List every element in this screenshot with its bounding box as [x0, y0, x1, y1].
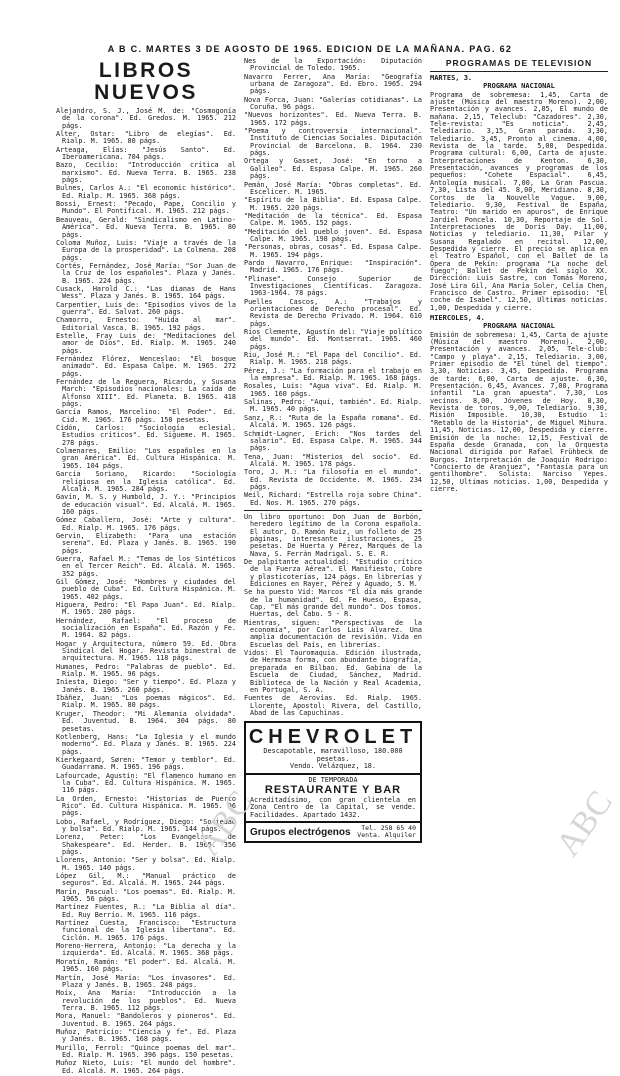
book-entry: Tena, Juan: "Misterios del socio". Ed. Alcalá. M. 1965. 178 págs.: [244, 452, 422, 468]
book-entry: Pardo Navarro, Enrique: "Inspiración". Madrid. 1965. 176 págs.: [244, 258, 422, 275]
book-entry: Bulnes, Carlos A.: "El economic histórico". Ed. Rialp. M. 1965. 368 págs.: [56, 184, 236, 200]
generators-ad-phone: Tel. 258 65 40: [361, 824, 416, 833]
book-entry: Lafourcade, Agustín: "El flamenco humano en la Cuba". Ed. Cultura Hispánica. M. 1965. 116 págs.: [56, 771, 236, 795]
book-entry: García Ramos, Marcelino: "El Poder". Ed. Cid. M. 1965. 176 págs. 150 pesetas.: [56, 408, 236, 424]
book-entry: Marín, Pascual: "Los poemas". Ed. Rialp. M. 1965. 56 págs.: [56, 887, 236, 904]
book-entry: Toro, J. M.: "La filosofía en el mundo". Ed. Revista de Occidente. M. 1965. 234 págs.: [244, 468, 422, 491]
watermark-abc: ABC: [189, 784, 260, 863]
book-entry: Moreno-Herrera, Antonio: "La derecha y la izquierda". Ed. Alcalá. M. 1965. 368 págs.: [56, 942, 236, 958]
classified-ads: [244, 721, 422, 843]
book-entry: Martínez Fuentes, R.: "La Biblia al día". Ed. Ruy Berrío. M. 1965. 116 págs.: [56, 903, 236, 919]
page-header: A B C. MARTES 3 DE AGOSTO DE 1965. EDICION DE LA MAÑANA. PAG. 62: [107, 44, 513, 54]
restaurant-ad-prefix: DE TEMPORADA: [308, 775, 358, 784]
book-entry: "Meditación de la técnica". Ed. Espasa Calpe. M. 1965. 152 págs.: [244, 211, 422, 228]
book-entry: Beauveau, Gerald: "Sindicalismo en Latino-América". Ed. Nueva Terra. B. 1965. 80 págs.: [56, 215, 236, 239]
book-entry: Ortega y Gasset, José: "En torno a Galileo". Ed. Espasa Calpe. M. 1965. 260 págs.: [244, 157, 422, 181]
book-entry: Weil, Richard: "Estrella roja sobre China". Ed. Nos. M. 1965. 270 págs.: [244, 491, 422, 507]
books-column-2: [244, 58, 422, 843]
tv-day-tuesday: MARTES, 3.: [430, 74, 473, 82]
tv-listing-tuesday: Programa de sobremesa: 1,45, Carta de ajuste (Música del maestro Moreno). 2,00, Presentación y avances. 2,05, El mundo de mañana. 2,15, Teleclub: "Cazadores". 2,30, Tele-revista: "Es noticia". 2,45, Telediario. 3,15, Gran parada. 3,30, Telediario. 3,45, Pronto al cinema. 4,00, Revista de la tarde. 5,00, Despedida. Programa cultural: 6,00, Carta de ajuste. Interpretaciones de Kenton. 6,30, Presentación, avances y programas de los pequeños: "Cohete Espacial". 6,45, Antología musical. 7,00, La Gran Pascua. 7,30, Lista del 45. 8,00, Meridiano. 8,30, Cortos de la Nouvelle Vague. 9,00, Telediario. 9,30, Festival de España, Teatro: "Un marido en apuros", de Enrique Jardiel Poncela. 10,30, Reportaje de Sol. Interpretaciones de Doris Day. 11,00, Noticias y telediario. 11,30, Pilar y Susana Regalado en recital. 12,00, Despedida y cierre. El precio se aplica en el Teatro Español, con el Ballet de la Ópera de Pekín: programa "La noche del fuego"; Ballet de Pekín del siglo XX. Dirección: Luis Sastre, con Tomás Moreno, José Lira Gil, Ana María Soler, Celia Chen, Francisco de Castro. Primer episodio: "El coche de Isabel". 12,50, Ultimas noticias. 1,00, Despedida y cierre.: [430, 90, 608, 312]
book-entry: Gómez Caballero, José: "Arte y cultura". Ed. Rialp. M. 1965. 176 págs.: [56, 516, 236, 532]
book-entry: Murillo, Ferrol: "Quince poemas del mar". Ed. Rialp. M. 1965. 396 págs. 150 pesetas.: [56, 1043, 236, 1059]
book-entry: Martínez Cuesta, Francisco: "Estructura funcional de la Iglesia libertana". Ed. Ciclón. M. 1965. 176 págs.: [56, 919, 236, 942]
book-entry: La Orden, Ernesto: "Historias de Puerto Rico". Ed. Cultura Hispánica. M. 1965. 96 págs.: [56, 794, 236, 818]
books-column-1: [56, 58, 236, 1076]
book-notices: [244, 514, 422, 717]
book-entry: Ibáñez, Juan: "Los poemas mágicos". Ed. Rialp. M. 1965. 80 págs.: [56, 694, 236, 710]
book-entry: Kotlenberg, Hans: "La Iglesia y el mundo moderno". Ed. Plaza y Janés. B. 1965. 224 págs.: [56, 732, 236, 756]
book-entry: Muñoz Nieto, Luis: "El mundo del hombre". Ed. Alcalá. M. 1965. 264 págs.: [56, 1059, 236, 1075]
book-notice: Un libro oportuno: Don Juan de Borbón, heredero legítimo de la Corona española. El autor, D. Ramón Ruiz, un folleto de 25 páginas, interesante ilustraciones, 25 pesetas. De Huerta y Pérez, Marqués de la Nava, S. Ferrán Madrigal. S. E. R.: [244, 512, 422, 558]
tv-title: PROGRAMAS DE TELEVISION: [445, 58, 593, 68]
book-entry: Chamorro, Ernesto: "Huida al mar". Editorial Vasca. B. 1965. 192 págs.: [56, 316, 236, 332]
generators-ad-details: [357, 825, 416, 839]
book-entry: Salinas, Pedro: "Aquí, también". Ed. Rialp. M. 1965. 40 págs.: [244, 398, 422, 414]
chevrolet-ad-line-1: Descapotable, maravilloso, 180.000 pesetas.: [263, 747, 403, 763]
restaurant-ad-title: RESTAURANTE Y BAR: [264, 784, 402, 797]
book-entry: Alejandro, S. J., José M. de: "Cosmogonía de la corona". Ed. Gredos. M. 1965. 212 págs.: [56, 107, 236, 130]
generators-ad: [246, 821, 420, 841]
book-entry: Cusack, Harold C.: "Las dianas de Hans Wess". Plaza y Janés. B. 1965. 164 págs.: [56, 284, 236, 301]
book-entry: Bazo, Cecilio: "Introducción crítica al marxismo". Ed. Nueva Terra. B. 1965. 238 págs.: [56, 161, 236, 185]
book-entry: Fernández de la Reguera, Ricardo, y Susana March: "Episodios nacionales: La caída de Alfonso XIII". Ed. Planeta. B. 1965. 418 págs.: [56, 378, 236, 409]
book-entry: Kierkegaard, Søren: "Temor y temblor". Ed. Guadarrama. M. 1965. 196 págs.: [56, 755, 236, 772]
generators-ad-text: Venta. Alquiler: [357, 831, 416, 840]
book-entry: Higuera, Pedro: "El Papa Juan". Ed. Rialp. M. 1965. 280 págs.: [56, 601, 236, 617]
book-entry: "Nuevos horizontes". Ed. Nueva Terra. B. 1965. 172 págs.: [244, 111, 422, 127]
books-list-2: [244, 58, 422, 507]
book-entry: Gervin, Elizabeth: "Para una estación serena". Ed. Plaza y Janés. B. 1965. 190 págs.: [56, 531, 236, 555]
restaurant-ad-description: Acreditadísimo, con gran clientela en Zona Centro de la Capital, se vende. Facilidades. Apartado 1432.: [250, 796, 416, 819]
chevrolet-ad: [246, 723, 420, 773]
book-entry: Lobo, Rafael, y Rodríguez, Diego: "Sociedad y bolsa". Ed. Rialp. M. 1965. 144 págs.: [56, 817, 236, 833]
book-entry: Cortés, Fernández, José María: "Sor Juan de la Cruz de los españoles". Plaza y Janés. B. 1965. 224 págs.: [56, 261, 236, 285]
book-entry: Colmenares, Emilio: "Los españoles en la gran América". Ed. Cultura Hispánica. M. 1965. 104 págs.: [56, 447, 236, 470]
tv-program-tuesday: PROGRAMA NACIONAL: [483, 82, 555, 91]
book-entry: Mora, Manuel: "Bandoleros y pioneros". Ed. Juventud. B. 1965. 264 págs.: [56, 1012, 236, 1028]
book-notice: Fuentes de Aerovías. Ed. Rialp. 1965. Llorente, Apostol: Rivera, del Castillo, Abad de las Capuchinas.: [244, 694, 422, 717]
book-entry: Gavín, M. S. y Humbold, J. Y.: "Principios de educación visual". Ed. Alcalá. M. 1965. 160 págs.: [56, 493, 236, 516]
book-entry: López Gil, M.: "Manual práctico de seguros". Ed. Alcalá. M. 1965. 244 págs.: [56, 872, 236, 888]
books-title: LIBROS NUEVOS: [94, 59, 198, 104]
book-entry: Rios Clemente, Agustín del: "Viaje político del mundo". Ed. Montserrat. 1965. 460 págs.: [244, 328, 422, 351]
book-entry: Rosales, Luis: "Agua viva". Ed. Rialp. M. 1965. 160 págs.: [244, 382, 422, 398]
watermark-abc: ABC: [549, 784, 620, 863]
book-entry: Fernández Flórez, Wenceslao: "El bosque animado". Ed. Espasa Calpe. M. 1965. 272 págs.: [56, 355, 236, 378]
book-entry: Schmidt-Lagner, Erich: "Nos tardes del salario". Ed. Espasa Calpe. M. 1965. 344 págs.: [244, 429, 422, 453]
book-entry: Riu, José M.: "El Papa del Concilio". Ed. Rialp. M. 1965. 218 págs.: [244, 351, 422, 367]
book-entry: Puelles Cascos, A.: "Trabajos y orientaciones de Derecho procesal". Ed. Revista de Derecho Privado. M. 1964. 610 págs.: [244, 297, 422, 328]
book-entry: Nova Forca, Juan: "Galerías cotidianas". La Coruña. 96 págs.: [244, 95, 422, 112]
book-entry: Nes de la Exportación: Diputación Provincial de Toledo. 1965.: [244, 57, 422, 73]
book-entry: Coloma Muñoz, Luis: "Viaje a través de la Europa de la prosperidad". La Colmena. 208 págs.: [56, 238, 236, 262]
book-entry: Humanes, Pedro: "Palabras de pueblo". Ed. Rialp. M. 1965. 96 págs.: [56, 662, 236, 679]
book-entry: "Espíritu de la Biblia". Ed. Espasa Calpe. M. 1965. 220 págs.: [244, 196, 422, 212]
book-notice: Se ha puesto Vid: Marcos "El día más grande de la humanidad". Ed. Fe Hueso, Espasa, Cap. "El más grande del mundo". Dos tomos. Huertas, del Cabo. 5 - R.: [244, 588, 422, 619]
book-entry: Hogar y Arquitectura, número 59. Ed. Obra Sindical del Hogar. Revista bimestral de arquitectura. M. 1965. 118 págs.: [56, 639, 236, 663]
books-list-1: [56, 108, 236, 1075]
book-entry: Alter, Ostar: "Libro de elegías". Ed. Rialp. M. 1965. 80 págs.: [56, 130, 236, 146]
book-entry: Cidón, Carlos: "Sociología eclesial. Estudios críticos". Ed. Sígueme. M. 1965. 278 págs.: [56, 424, 236, 447]
book-notice: Vidos: El Tauromaquia. Edición ilustrada, de Hermosa forma, con abundante biografía, preparada en Bilbao. Ed. Gabina de la Escuela de Ciudad, Sánchez, Madrid. Biblioteca de la Nación y Real Academia, en Portugal, S. A.: [244, 649, 422, 694]
divider: [430, 71, 608, 72]
book-entry: Navarro Ferrer, Ana María: "Geografía urbana de Zaragoza". Ed. Ebro. 1965. 294 págs.: [244, 72, 422, 96]
book-entry: García Soriano, Ricardo: "Sociología religiosa en la Iglesia católica". Ed. Alcalá. M. 1965. 284 págs.: [56, 470, 236, 493]
book-entry: Iniesta, Diego: "Ser y tiempo". Ed. Plaza y Janés. B. 1965. 260 págs.: [56, 678, 236, 694]
book-entry: Hernández, Rafael: "El proceso de socialización en España". Ed. Razón y Fe. M. 1964. 82 págs.: [56, 616, 236, 640]
chevrolet-ad-line-2: Vendo. Velázquez, 18.: [290, 762, 376, 771]
book-entry: Estelle, Fray Luis de: "Meditaciones del amor de Dios". Ed. Rialp. M. 1965. 240 págs.: [56, 331, 236, 355]
book-entry: Muñoz, Patricio: "Ciencia y fe". Ed. Plaza y Janés. B. 1965. 168 págs.: [56, 1027, 236, 1044]
book-entry: "Meditación del pueblo joven". Ed. Espasa Calpe. M. 1965. 198 págs.: [244, 227, 422, 243]
book-entry: Pemán, José María: "Obras completas". Ed. Escelicer. M. 1965.: [244, 180, 422, 196]
book-entry: Carpentier, Luis de: "Episodios vivos de la guerra". Ed. Salvat. 260 págs.: [56, 300, 236, 316]
book-entry: Kruger, Theodor: "Mi Alemania olvidada". Ed. Juventud. B. 1964. 304 págs. 80 pesetas.: [56, 709, 236, 733]
book-entry: Moratín, Ramón: "El poder". Ed. Alcalá. M. 1965. 160 págs.: [56, 957, 236, 974]
tv-day-wednesday: MIERCOLES, 4.: [430, 314, 485, 322]
tv-program-wednesday: PROGRAMA NACIONAL: [483, 322, 555, 331]
book-entry: Bossi, Ernest: "Pecado, Pape, Concilio y Mundo". El Pontifical. M. 1965. 212 págs.: [56, 200, 236, 216]
book-entry: "Plinase". Consejo Superior de Investigaciones Científicas. Zaragoza. 1963-1964. 78 págs.: [244, 274, 422, 298]
chevrolet-ad-title: CHEVROLET: [248, 726, 418, 749]
tv-listing-wednesday: Emisión de sobremesa: 1,45, Carta de ajuste (Música del maestro Moreno). 2,00, Presentación y avances. 2,05, Tele-club: "Campo y playa". 2,15, Telediario. 3,00, Primer episodio de "El túnel del tiempo". 3,30, Noticias. 3,45, Despedida. Programa de tarde: 6,00, Carta de ajuste. 6,30, Presentación. 6,45, Avances. 7,00, Programa infantil "La gran apuesta". 7,30, Los vecinos. 8,00, Jóvenes de Hoy. 8,30, Revista de toros. 9,00, Telediario. 9,30, Misión Imposible. 10,30, Estudio 1: "Retablo de la Historia", de Miguel Mihura. 11,45, Noticias. 12,00, Despedida y cierre. Emisión de la noche: 12,15, Festival de España desde Granada, con la Orquesta Nacional dirigida por Rafael Frühbeck de Burgos. Interpretación de Joaquín Rodrigo: "Concierto de Aranjuez", "Fantasía para un gentilhombre". Solista: Narciso Yepes. 12,50, Ultimas noticias. 1,00, Despedida y cierre.: [430, 330, 608, 493]
book-entry: Gil Gómez, José: "Hombres y ciudades del pueblo de Cuba". Ed. Cultura Hispánica. M. 1965. 402 págs.: [56, 577, 236, 601]
book-entry: Guerra, Rafael M.: "Temas de los Sintéticos en el Tercer Reich". Ed. Alcalá. M. 1965. 352 págs.: [56, 554, 236, 578]
book-notice: De palpitante actualidad: "Estudio crítico de la Fuerza Aérea". El Manifiesto, Cobre y plasticoterías, 124 págs. En librerías y Ediciones en Rayer, Pérez y Aguado, 5. M.: [244, 558, 422, 589]
book-entry: Pérez, J.: "La formación para el trabajo en la empresa". Ed. Rialp. M. 1965. 168 págs.: [244, 366, 422, 383]
book-entry: Martín, José María: "Los invasores". Ed. Plaza y Janés. B. 1965. 248 págs.: [56, 973, 236, 989]
tv-column: [430, 58, 608, 494]
book-entry: Lorenz, Peter: "Los Evangelios de Shakespeare". Ed. Herder. B. 1965. 356 págs.: [56, 833, 236, 856]
generators-ad-title: Grupos electrógenos: [250, 826, 351, 838]
divider: [244, 510, 422, 511]
book-notice: Mientras, siguen: "Perspectivas de la economía", por Carlos Luis Alvarez. Una amplia documentación de revisión. Vida en Escuelas del País, en librerías.: [244, 618, 422, 649]
book-entry: Arteaga, Elías: "Jesús Santo". Ed. Iberoamericana. 704 págs.: [56, 145, 236, 162]
book-entry: "Poema y controversia internacional". Instituto de Ciencias Sociales. Diputación Provincial de Barcelona. B. 1964. 230 págs.: [244, 127, 422, 158]
restaurant-ad: [246, 773, 420, 822]
book-entry: Moix, Ana María: "Introducción a la revolución de los pueblos". Ed. Nueva Terra. B. 1965. 112 págs.: [56, 989, 236, 1012]
book-entry: Sanz, R.: "Ruta de la España romana". Ed. Alcalá. M. 1965. 126 págs.: [244, 413, 422, 430]
book-entry: Llorens, Antonio: "Ser y bolsa". Ed. Rialp. M. 1965. 140 págs.: [56, 856, 236, 872]
book-entry: "Personas, obras, cosas". Ed. Espasa Calpe. M. 1965. 194 págs.: [244, 243, 422, 259]
